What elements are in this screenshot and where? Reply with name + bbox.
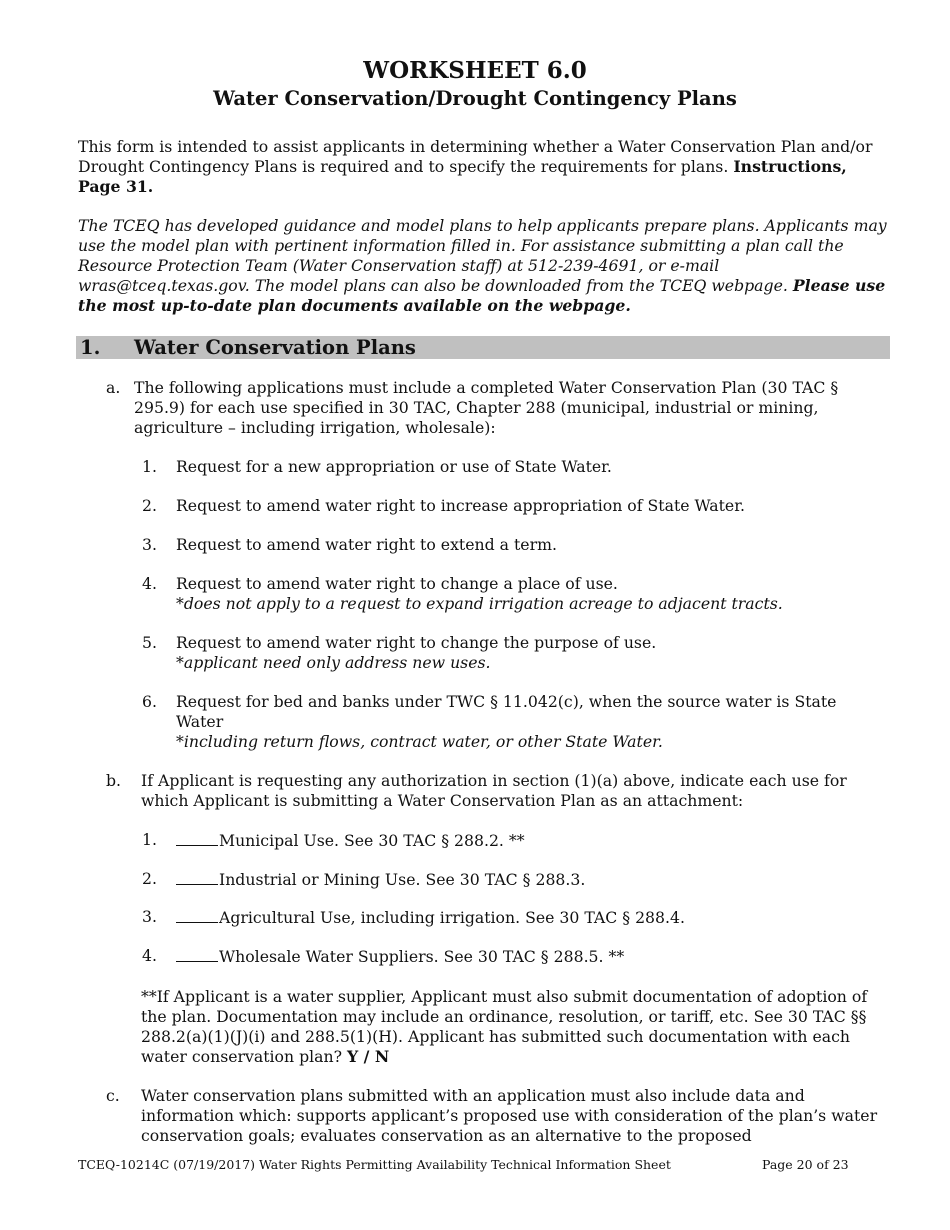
use-checkbox-blank[interactable] xyxy=(176,946,218,962)
item-b-label: b. xyxy=(106,771,122,790)
guidance-text: The TCEQ has developed guidance and model plans to help applicants prepare plans. Applicants may use the model plan with pertinent information filled in. For assistance submitting a plan call the Resource Protection Team (Water Conservation staff) at 512-239-4691, or e-mail wras@tceq.texas.gov. The model plans can also be downloaded from the TCEQ webpage. xyxy=(78,216,887,295)
b-list-num: 3. xyxy=(142,907,157,926)
a-list-item: Request to amend water right to increase appropriation of State Water. xyxy=(176,496,745,515)
note-text: applicant need only address new uses. xyxy=(183,653,491,672)
a-list-num: 5. xyxy=(142,633,157,652)
page-subtitle: Water Conservation/Drought Contingency Plans xyxy=(213,87,737,110)
section-number: 1. xyxy=(80,336,101,359)
b-list-item-text: Wholesale Water Suppliers. See 30 TAC § 288.5. ** xyxy=(219,947,625,966)
a-list-item: Request to amend water right to extend a term. xyxy=(176,535,557,554)
a-list-item: Request for a new appropriation or use of State Water. xyxy=(176,457,612,476)
a-list-item-note xyxy=(176,653,876,673)
supplier-note xyxy=(141,987,891,1067)
use-checkbox-blank[interactable] xyxy=(176,830,218,846)
b-list-item xyxy=(176,946,876,967)
a-list-item xyxy=(176,574,876,614)
a-list-num: 4. xyxy=(142,574,157,593)
footer-page-number: Page 20 of 23 xyxy=(762,1157,849,1172)
item-a-text: The following applications must include a completed Water Conservation Plan (30 TAC § 295.9) for each use specified in 30 TAC, Chapter 288 (municipal, industrial or mining, agriculture – including irrigation, wholesale): xyxy=(134,378,839,437)
intro-instructions-ref: Instructions, Page 31. xyxy=(78,157,847,196)
b-list-item xyxy=(176,869,876,890)
item-c-label: c. xyxy=(106,1086,120,1105)
note-asterisk: * xyxy=(176,653,184,672)
a-list-item-text: Request for bed and banks under TWC § 11.042(c), when the source water is State Water xyxy=(176,692,837,731)
intro-paragraph xyxy=(78,137,893,197)
item-b-text: If Applicant is requesting any authorization in section (1)(a) above, indicate each use for which Applicant is submitting a Water Conservation Plan as an attachment: xyxy=(141,771,847,810)
guidance-paragraph xyxy=(78,216,893,316)
a-list-item-note: *does not apply to a request to expand irrigation acreage to adjacent tracts. xyxy=(176,594,783,613)
a-list-item-text: Request to amend water right to change a place of use. xyxy=(176,574,618,593)
item-c-text: Water conservation plans submitted with an application must also include data and information which: supports applicant’s proposed use with consideration of the plan’s water conservation goals; evaluates conservation as an alternative to the proposed xyxy=(141,1086,878,1145)
a-list-item-note: *including return flows, contract water, or other State Water. xyxy=(176,732,663,751)
yes-no-answer[interactable]: Y / N xyxy=(347,1047,390,1066)
b-list-item-text: Municipal Use. See 30 TAC § 288.2. ** xyxy=(219,831,525,850)
footer-form-id: TCEQ-10214C (07/19/2017) Water Rights Permitting Availability Technical Information Sheet xyxy=(78,1157,671,1172)
b-list-item xyxy=(176,907,876,928)
a-list-num: 2. xyxy=(142,496,157,515)
a-list-num: 1. xyxy=(142,457,157,476)
a-list-num: 3. xyxy=(142,535,157,554)
use-checkbox-blank[interactable] xyxy=(176,869,218,885)
a-list-num: 6. xyxy=(142,692,157,711)
intro-text: This form is intended to assist applicants in determining whether a Water Conservation Plan and/or Drought Contingency Plans is required and to specify the requirements for plans. xyxy=(78,137,873,176)
a-list-item xyxy=(176,633,876,673)
b-list-item-text: Agricultural Use, including irrigation. See 30 TAC § 288.4. xyxy=(219,908,685,927)
use-checkbox-blank[interactable] xyxy=(176,907,218,923)
b-list-num: 2. xyxy=(142,869,157,888)
b-list-item xyxy=(176,830,876,851)
item-a-label: a. xyxy=(106,378,121,397)
a-list-item-text: Request to amend water right to change the purpose of use. xyxy=(176,633,657,652)
supplier-note-text: **If Applicant is a water supplier, Applicant must also submit documentation of adoption of the plan. Documentation may include an ordinance, resolution, or tariff, etc. See 30 TAC §§ 288.2(a)(1)(J)(i) and 288.5(1)(H). Applicant has submitted such documentation with each water conservation plan? xyxy=(141,987,868,1066)
a-list-item xyxy=(176,692,871,752)
b-list-item-text: Industrial or Mining Use. See 30 TAC § 288.3. xyxy=(219,870,586,889)
page-title: WORKSHEET 6.0 xyxy=(363,57,587,84)
section-title: Water Conservation Plans xyxy=(134,336,416,359)
b-list-num: 4. xyxy=(142,946,157,965)
guidance-emphasis: Please use the most up-to-date plan documents available on the webpage. xyxy=(78,276,886,315)
b-list-num: 1. xyxy=(142,830,157,849)
